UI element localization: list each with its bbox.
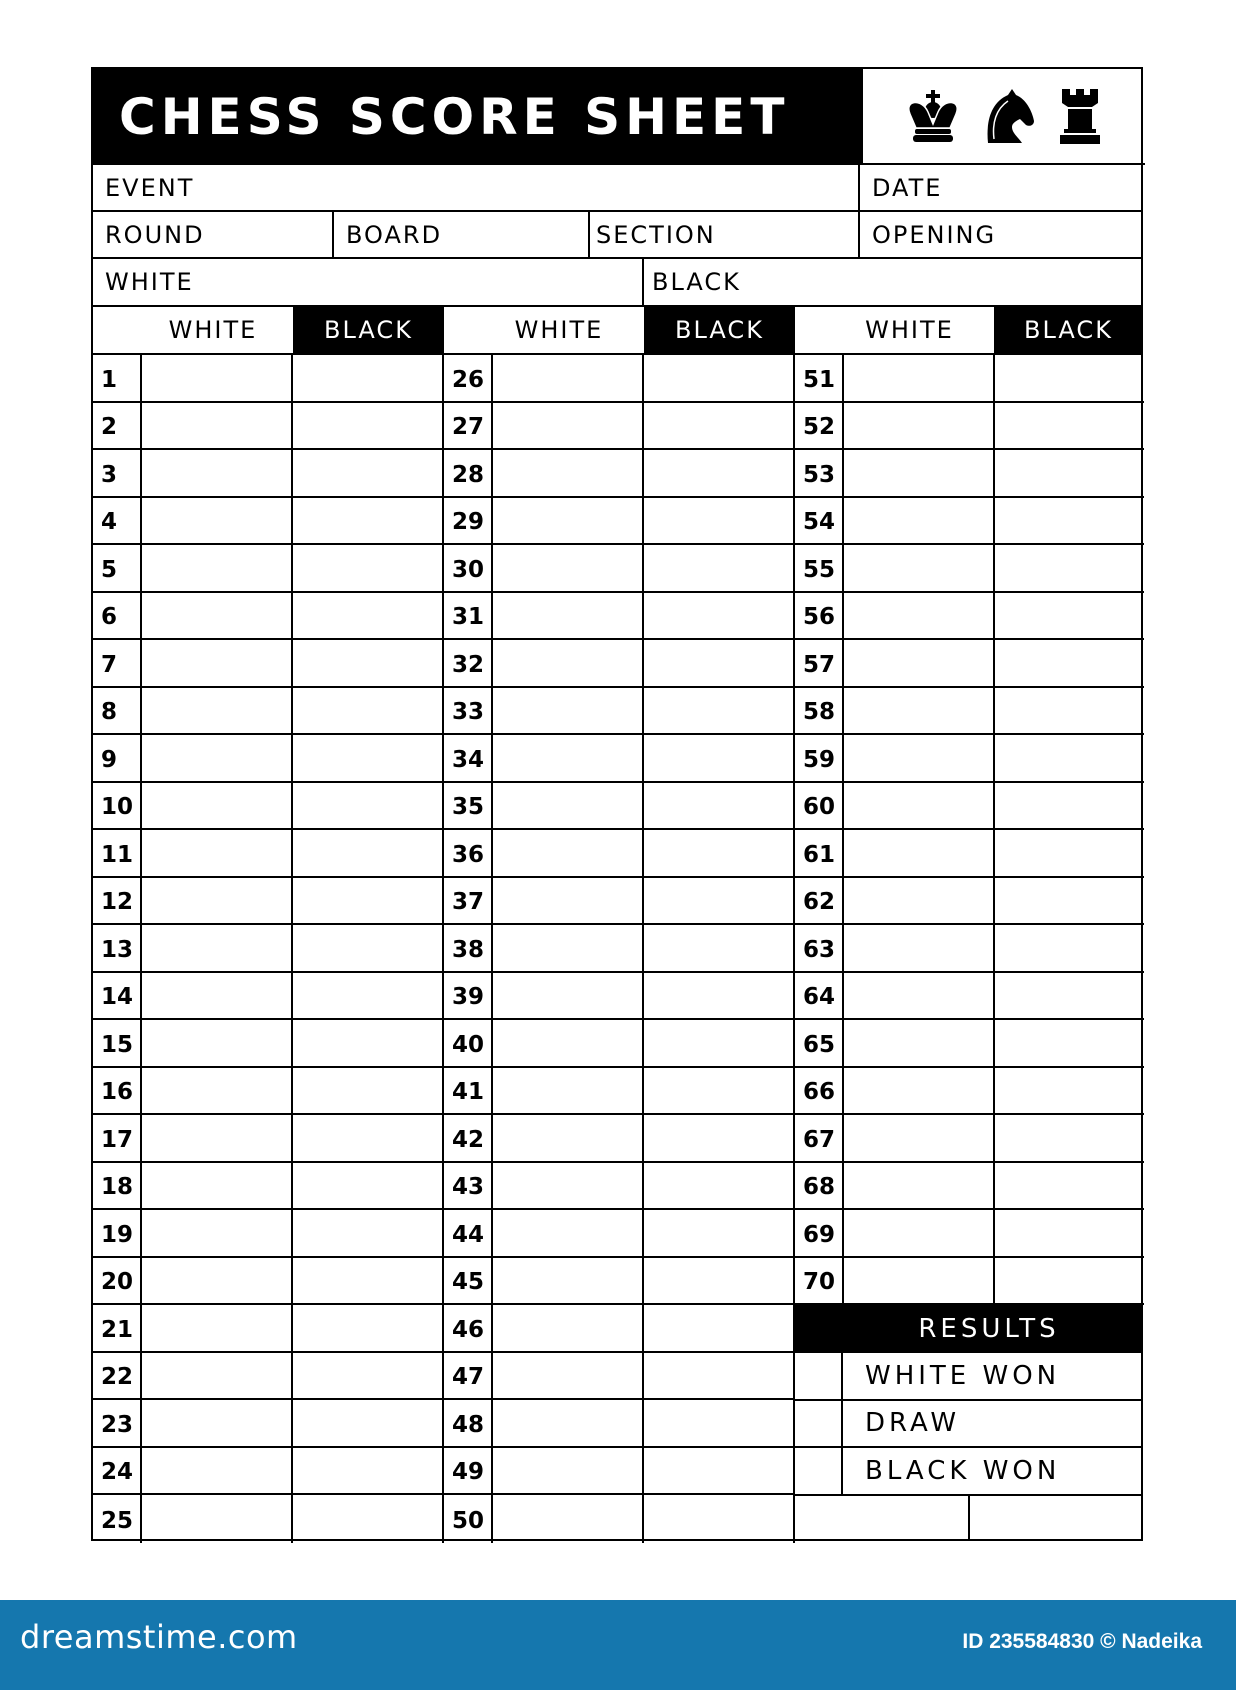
white-move-cell[interactable] bbox=[142, 1258, 293, 1306]
white-move-cell[interactable] bbox=[142, 1305, 293, 1353]
white-move-cell[interactable] bbox=[844, 973, 995, 1021]
white-move-cell[interactable] bbox=[142, 450, 293, 498]
column-header-white-2: WHITE bbox=[444, 307, 644, 355]
white-move-cell[interactable] bbox=[844, 1020, 995, 1068]
white-move-cell[interactable] bbox=[493, 1163, 644, 1211]
board-label: BOARD bbox=[346, 220, 443, 249]
move-number: 57 bbox=[795, 640, 844, 688]
move-number: 59 bbox=[795, 735, 844, 783]
black-move-cell[interactable] bbox=[644, 878, 795, 926]
white-move-cell[interactable] bbox=[844, 1163, 995, 1211]
move-number: 38 bbox=[444, 925, 493, 973]
black-move-cell[interactable] bbox=[995, 973, 1144, 1021]
black-move-cell[interactable] bbox=[293, 1115, 444, 1163]
white-move-cell[interactable] bbox=[844, 640, 995, 688]
black-move-cell[interactable] bbox=[995, 1163, 1144, 1211]
white-move-cell[interactable] bbox=[493, 640, 644, 688]
black-move-cell[interactable] bbox=[293, 1258, 444, 1306]
black-move-cell[interactable] bbox=[644, 450, 795, 498]
black-move-cell[interactable] bbox=[644, 498, 795, 546]
white-move-cell[interactable] bbox=[844, 688, 995, 736]
draw-checkbox[interactable] bbox=[795, 1401, 843, 1449]
results-header: RESULTS bbox=[795, 1305, 1143, 1353]
result-black-won: BLACK WON bbox=[843, 1448, 1143, 1496]
black-move-cell[interactable] bbox=[293, 973, 444, 1021]
move-number: 31 bbox=[444, 593, 493, 641]
black-move-cell[interactable] bbox=[293, 830, 444, 878]
column-header-black-3: BLACK bbox=[994, 307, 1143, 355]
white-move-cell[interactable] bbox=[493, 783, 644, 831]
black-move-cell[interactable] bbox=[293, 1353, 444, 1401]
move-number: 3 bbox=[93, 450, 142, 498]
white-move-cell[interactable] bbox=[844, 450, 995, 498]
move-number: 13 bbox=[93, 925, 142, 973]
white-move-cell[interactable] bbox=[142, 1020, 293, 1068]
move-number: 23 bbox=[93, 1400, 142, 1448]
black-move-cell[interactable] bbox=[293, 783, 444, 831]
black-move-cell[interactable] bbox=[995, 925, 1144, 973]
move-number: 43 bbox=[444, 1163, 493, 1211]
black-move-cell[interactable] bbox=[644, 355, 795, 403]
image-credit: ID 235584830 © Nadeika bbox=[962, 1630, 1202, 1653]
white-move-cell[interactable] bbox=[493, 878, 644, 926]
black-move-cell[interactable] bbox=[644, 783, 795, 831]
move-number: 60 bbox=[795, 783, 844, 831]
move-number: 42 bbox=[444, 1115, 493, 1163]
result-white-won: WHITE WON bbox=[843, 1353, 1143, 1401]
black-move-cell[interactable] bbox=[644, 1400, 795, 1448]
black-move-cell[interactable] bbox=[644, 1020, 795, 1068]
white-move-cell[interactable] bbox=[493, 403, 644, 451]
opening-label: OPENING bbox=[872, 220, 997, 249]
black-move-cell[interactable] bbox=[995, 1210, 1144, 1258]
black-move-cell[interactable] bbox=[995, 545, 1144, 593]
white-move-cell[interactable] bbox=[142, 1448, 293, 1496]
white-move-cell[interactable] bbox=[493, 1495, 644, 1543]
column-header-white-1: WHITE bbox=[93, 307, 293, 355]
black-move-cell[interactable] bbox=[995, 1115, 1144, 1163]
move-number: 16 bbox=[93, 1068, 142, 1116]
move-number: 65 bbox=[795, 1020, 844, 1068]
black-move-cell[interactable] bbox=[644, 403, 795, 451]
white-move-cell[interactable] bbox=[142, 1115, 293, 1163]
move-number: 50 bbox=[444, 1495, 493, 1543]
black-move-cell[interactable] bbox=[293, 1400, 444, 1448]
black-move-cell[interactable] bbox=[644, 1068, 795, 1116]
white-move-cell[interactable] bbox=[493, 1068, 644, 1116]
black-move-cell[interactable] bbox=[293, 925, 444, 973]
black-move-cell[interactable] bbox=[293, 1163, 444, 1211]
white-move-cell[interactable] bbox=[142, 1495, 293, 1543]
white-move-cell[interactable] bbox=[142, 830, 293, 878]
move-number: 66 bbox=[795, 1068, 844, 1116]
white-move-cell[interactable] bbox=[844, 925, 995, 973]
move-number: 18 bbox=[93, 1163, 142, 1211]
board-field[interactable] bbox=[334, 212, 590, 259]
chess-icons bbox=[863, 69, 1145, 165]
white-player-field[interactable] bbox=[93, 259, 644, 307]
white-move-cell[interactable] bbox=[142, 593, 293, 641]
round-label: ROUND bbox=[105, 220, 205, 249]
white-move-cell[interactable] bbox=[142, 688, 293, 736]
white-move-cell[interactable] bbox=[493, 1020, 644, 1068]
black-move-cell[interactable] bbox=[293, 355, 444, 403]
move-number: 36 bbox=[444, 830, 493, 878]
black-move-cell[interactable] bbox=[293, 450, 444, 498]
move-number: 29 bbox=[444, 498, 493, 546]
white-move-cell[interactable] bbox=[142, 1068, 293, 1116]
move-number: 62 bbox=[795, 878, 844, 926]
column-header-white-3: WHITE bbox=[795, 307, 994, 355]
event-field[interactable] bbox=[93, 165, 860, 212]
black-move-cell[interactable] bbox=[293, 878, 444, 926]
black-move-cell[interactable] bbox=[995, 403, 1144, 451]
move-number: 46 bbox=[444, 1305, 493, 1353]
white-move-cell[interactable] bbox=[844, 1258, 995, 1306]
move-number: 53 bbox=[795, 450, 844, 498]
date-field[interactable] bbox=[860, 165, 1143, 212]
move-number: 67 bbox=[795, 1115, 844, 1163]
white-move-cell[interactable] bbox=[142, 925, 293, 973]
move-number: 8 bbox=[93, 688, 142, 736]
black-move-cell[interactable] bbox=[995, 878, 1144, 926]
move-number: 63 bbox=[795, 925, 844, 973]
black-move-cell[interactable] bbox=[644, 1305, 795, 1353]
black-won-checkbox[interactable] bbox=[795, 1448, 843, 1496]
column-header-black-1: BLACK bbox=[293, 307, 444, 355]
white-player-label: WHITE bbox=[105, 268, 194, 296]
move-number: 44 bbox=[444, 1210, 493, 1258]
white-move-cell[interactable] bbox=[142, 1210, 293, 1258]
brand-logo[interactable]: dreamstime.com bbox=[20, 1618, 298, 1656]
move-number: 12 bbox=[93, 878, 142, 926]
move-number: 14 bbox=[93, 973, 142, 1021]
move-number: 33 bbox=[444, 688, 493, 736]
black-move-cell[interactable] bbox=[644, 1448, 795, 1496]
white-move-cell[interactable] bbox=[493, 498, 644, 546]
white-move-cell[interactable] bbox=[142, 735, 293, 783]
date-label: DATE bbox=[872, 173, 943, 202]
move-number: 61 bbox=[795, 830, 844, 878]
black-move-cell[interactable] bbox=[995, 450, 1144, 498]
move-number: 68 bbox=[795, 1163, 844, 1211]
move-number: 25 bbox=[93, 1495, 142, 1543]
white-move-cell[interactable] bbox=[844, 1115, 995, 1163]
section-label: SECTION bbox=[596, 220, 716, 249]
move-number: 40 bbox=[444, 1020, 493, 1068]
black-player-field[interactable] bbox=[644, 259, 1143, 307]
sheet-title: CHESS SCORE SHEET bbox=[93, 69, 863, 165]
move-number: 48 bbox=[444, 1400, 493, 1448]
black-move-cell[interactable] bbox=[293, 1495, 444, 1543]
black-move-cell[interactable] bbox=[293, 498, 444, 546]
move-number: 28 bbox=[444, 450, 493, 498]
black-move-cell[interactable] bbox=[995, 688, 1144, 736]
white-move-cell[interactable] bbox=[844, 1210, 995, 1258]
white-move-cell[interactable] bbox=[493, 973, 644, 1021]
move-number: 11 bbox=[93, 830, 142, 878]
white-move-cell[interactable] bbox=[142, 1163, 293, 1211]
black-move-cell[interactable] bbox=[995, 1020, 1144, 1068]
white-move-cell[interactable] bbox=[844, 1068, 995, 1116]
move-number: 19 bbox=[93, 1210, 142, 1258]
opening-field[interactable] bbox=[860, 212, 1143, 259]
black-move-cell[interactable] bbox=[644, 688, 795, 736]
move-number: 27 bbox=[444, 403, 493, 451]
white-move-cell[interactable] bbox=[493, 1448, 644, 1496]
white-move-cell[interactable] bbox=[493, 1210, 644, 1258]
move-number: 1 bbox=[93, 355, 142, 403]
move-number: 15 bbox=[93, 1020, 142, 1068]
move-number: 22 bbox=[93, 1353, 142, 1401]
move-number: 2 bbox=[93, 403, 142, 451]
move-number: 54 bbox=[795, 498, 844, 546]
black-move-cell[interactable] bbox=[644, 640, 795, 688]
black-move-cell[interactable] bbox=[293, 1210, 444, 1258]
knight-icon bbox=[982, 87, 1036, 145]
white-signature-field[interactable] bbox=[795, 1496, 970, 1542]
black-move-cell[interactable] bbox=[995, 1068, 1144, 1116]
white-move-cell[interactable] bbox=[844, 545, 995, 593]
column-header-black-2: BLACK bbox=[644, 307, 795, 355]
event-label: EVENT bbox=[105, 173, 195, 202]
white-move-cell[interactable] bbox=[142, 1353, 293, 1401]
white-move-cell[interactable] bbox=[142, 1400, 293, 1448]
white-move-cell[interactable] bbox=[493, 1305, 644, 1353]
move-number: 7 bbox=[93, 640, 142, 688]
white-move-cell[interactable] bbox=[493, 450, 644, 498]
black-move-cell[interactable] bbox=[995, 735, 1144, 783]
black-move-cell[interactable] bbox=[644, 830, 795, 878]
white-move-cell[interactable] bbox=[493, 1115, 644, 1163]
white-move-cell[interactable] bbox=[493, 830, 644, 878]
white-move-cell[interactable] bbox=[493, 545, 644, 593]
white-move-cell[interactable] bbox=[493, 688, 644, 736]
move-number: 70 bbox=[795, 1258, 844, 1306]
black-move-cell[interactable] bbox=[293, 1305, 444, 1353]
white-move-cell[interactable] bbox=[142, 355, 293, 403]
move-number: 51 bbox=[795, 355, 844, 403]
move-number: 9 bbox=[93, 735, 142, 783]
black-move-cell[interactable] bbox=[995, 830, 1144, 878]
white-move-cell[interactable] bbox=[844, 830, 995, 878]
move-number: 10 bbox=[93, 783, 142, 831]
black-move-cell[interactable] bbox=[293, 735, 444, 783]
white-move-cell[interactable] bbox=[493, 1400, 644, 1448]
move-number: 55 bbox=[795, 545, 844, 593]
white-move-cell[interactable] bbox=[142, 973, 293, 1021]
black-move-cell[interactable] bbox=[644, 925, 795, 973]
footer-banner bbox=[0, 1600, 1236, 1690]
move-number: 56 bbox=[795, 593, 844, 641]
white-move-cell[interactable] bbox=[844, 593, 995, 641]
move-number: 69 bbox=[795, 1210, 844, 1258]
score-sheet bbox=[91, 67, 1143, 1541]
white-move-cell[interactable] bbox=[142, 403, 293, 451]
white-move-cell[interactable] bbox=[844, 735, 995, 783]
black-move-cell[interactable] bbox=[644, 593, 795, 641]
king-icon bbox=[904, 88, 962, 144]
move-number: 35 bbox=[444, 783, 493, 831]
white-move-cell[interactable] bbox=[142, 498, 293, 546]
white-move-cell[interactable] bbox=[493, 1258, 644, 1306]
white-move-cell[interactable] bbox=[844, 498, 995, 546]
black-move-cell[interactable] bbox=[995, 355, 1144, 403]
move-number: 45 bbox=[444, 1258, 493, 1306]
black-move-cell[interactable] bbox=[293, 403, 444, 451]
white-move-cell[interactable] bbox=[493, 593, 644, 641]
move-number: 26 bbox=[444, 355, 493, 403]
move-number: 5 bbox=[93, 545, 142, 593]
rook-icon bbox=[1056, 87, 1104, 145]
black-move-cell[interactable] bbox=[644, 1353, 795, 1401]
black-move-cell[interactable] bbox=[644, 1258, 795, 1306]
black-move-cell[interactable] bbox=[644, 735, 795, 783]
move-number: 4 bbox=[93, 498, 142, 546]
white-move-cell[interactable] bbox=[844, 783, 995, 831]
black-move-cell[interactable] bbox=[293, 593, 444, 641]
white-move-cell[interactable] bbox=[493, 735, 644, 783]
white-move-cell[interactable] bbox=[142, 545, 293, 593]
move-number: 6 bbox=[93, 593, 142, 641]
move-number: 17 bbox=[93, 1115, 142, 1163]
black-move-cell[interactable] bbox=[995, 593, 1144, 641]
black-move-cell[interactable] bbox=[995, 1258, 1144, 1306]
black-move-cell[interactable] bbox=[293, 640, 444, 688]
white-move-cell[interactable] bbox=[844, 403, 995, 451]
white-move-cell[interactable] bbox=[142, 878, 293, 926]
move-number: 49 bbox=[444, 1448, 493, 1496]
white-move-cell[interactable] bbox=[844, 355, 995, 403]
move-number: 58 bbox=[795, 688, 844, 736]
move-number: 24 bbox=[93, 1448, 142, 1496]
section-field[interactable] bbox=[590, 212, 860, 259]
white-won-checkbox[interactable] bbox=[795, 1353, 843, 1401]
move-number: 41 bbox=[444, 1068, 493, 1116]
move-number: 20 bbox=[93, 1258, 142, 1306]
move-number: 39 bbox=[444, 973, 493, 1021]
black-move-cell[interactable] bbox=[293, 545, 444, 593]
black-move-cell[interactable] bbox=[293, 1020, 444, 1068]
black-move-cell[interactable] bbox=[293, 1068, 444, 1116]
black-move-cell[interactable] bbox=[644, 973, 795, 1021]
black-move-cell[interactable] bbox=[995, 640, 1144, 688]
move-number: 52 bbox=[795, 403, 844, 451]
black-player-label: BLACK bbox=[652, 268, 741, 296]
white-move-cell[interactable] bbox=[493, 355, 644, 403]
black-signature-field[interactable] bbox=[970, 1496, 1143, 1542]
black-move-cell[interactable] bbox=[644, 1495, 795, 1543]
black-move-cell[interactable] bbox=[644, 545, 795, 593]
white-move-cell[interactable] bbox=[142, 640, 293, 688]
move-number: 37 bbox=[444, 878, 493, 926]
round-field[interactable] bbox=[93, 212, 334, 259]
white-move-cell[interactable] bbox=[493, 1353, 644, 1401]
result-draw: DRAW bbox=[843, 1401, 1143, 1449]
move-number: 64 bbox=[795, 973, 844, 1021]
black-move-cell[interactable] bbox=[293, 688, 444, 736]
white-move-cell[interactable] bbox=[493, 925, 644, 973]
white-move-cell[interactable] bbox=[844, 878, 995, 926]
move-number: 32 bbox=[444, 640, 493, 688]
move-number: 47 bbox=[444, 1353, 493, 1401]
black-move-cell[interactable] bbox=[644, 1115, 795, 1163]
move-number: 21 bbox=[93, 1305, 142, 1353]
black-move-cell[interactable] bbox=[644, 1163, 795, 1211]
white-move-cell[interactable] bbox=[142, 783, 293, 831]
move-number: 34 bbox=[444, 735, 493, 783]
black-move-cell[interactable] bbox=[644, 1210, 795, 1258]
black-move-cell[interactable] bbox=[293, 1448, 444, 1496]
black-move-cell[interactable] bbox=[995, 498, 1144, 546]
black-move-cell[interactable] bbox=[995, 783, 1144, 831]
move-number: 30 bbox=[444, 545, 493, 593]
